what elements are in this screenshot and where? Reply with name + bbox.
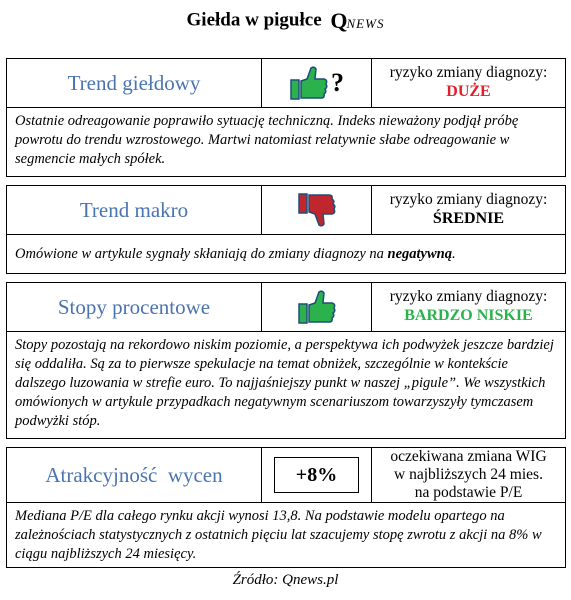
trend-makro-risk-cell	[371, 185, 566, 235]
stopy-procentowe-label-cell	[6, 282, 262, 332]
risk-value: DUŻE	[446, 83, 491, 100]
trend-gieldowy-risk-cell	[371, 58, 566, 108]
question-mark: ?	[331, 68, 344, 97]
trend-gieldowy-description: Ostatnie odreagowanie poprawiło sytuację techniczną. Indeks nieważony podjął próbę powrotu do trendu wzrostowego. Martwi natomiast relatywnie słabe odreagowanie w segmencie małych spółek.	[6, 107, 566, 177]
trend-makro-icon-cell	[261, 185, 372, 235]
risk-value: BARDZO NISKIE	[404, 307, 533, 324]
stopy-procentowe-description: Stopy pozostają na rekordowo niskim poziomie, a perspektywa ich podwyżek jeszcze bardziej się oddaliła. Są za to pierwsze spekulacje na temat obniżek, szczególnie w kontekście dalszego luzowania w strefie euro. To najjaśniejszy punkt w naszej „pigule”. We wszystkich omówionych w artykule przypadkach negatywnym scenariuszom towarzyszyły tymczasem podwyżki stóp.	[6, 331, 566, 439]
note-line: w najbliższych 24 mies.	[394, 466, 543, 483]
page-title	[0, 8, 571, 34]
title-text: Giełda w pigułce	[186, 9, 322, 31]
trend-makro-label-cell	[6, 185, 262, 235]
note-line: oczekiwana zmiana WIG	[390, 448, 547, 465]
note-line: na podstawie P/E	[414, 484, 523, 501]
trend-gieldowy-label-cell	[6, 58, 262, 108]
trend-makro-description: Omówione w artykule sygnały skłaniają do zmiany diagnozy na negatywną.	[6, 234, 566, 274]
atrakcyjnosc-wycen-note-cell	[371, 447, 566, 503]
thumbs-up-icon	[289, 65, 329, 101]
atrakcyjnosc-wycen-description: Mediana P/E dla całego rynku akcji wynosi 13,8. Na podstawie modelu opartego na zależnościach statystycznych z ostatnich pięciu lat szacujemy stopę zwrotu z akcji na 8% w ciągu najbliższych 24 miesięcy.	[6, 502, 566, 568]
trend-gieldowy-icon-cell	[261, 58, 372, 108]
risk-label: ryzyko zmiany diagnozy:	[389, 288, 548, 305]
section-label: Trend makro	[79, 197, 189, 222]
risk-value: ŚREDNIE	[432, 210, 505, 227]
section-label: Stopy procentowe	[57, 294, 211, 319]
stopy-procentowe-risk-cell	[371, 282, 566, 332]
section-label: Trend giełdowy	[67, 70, 201, 95]
risk-label: ryzyko zmiany diagnozy:	[389, 64, 548, 81]
qnews-logo: QNEWS	[330, 8, 385, 33]
section-label: Atrakcyjność wycen	[45, 462, 223, 487]
thumbs-up-icon	[297, 289, 337, 325]
emphasis-text: negatywną	[387, 246, 452, 262]
source-footer: Źródło: Qnews.pl	[232, 572, 339, 588]
atrakcyjnosc-wycen-label-cell	[6, 447, 262, 503]
thumbs-down-icon	[297, 192, 337, 228]
stopy-procentowe-icon-cell	[261, 282, 372, 332]
atrakcyjnosc-wycen-value-cell	[261, 447, 372, 503]
wig-change-value: +8%	[274, 457, 359, 493]
risk-label: ryzyko zmiany diagnozy:	[389, 191, 548, 208]
